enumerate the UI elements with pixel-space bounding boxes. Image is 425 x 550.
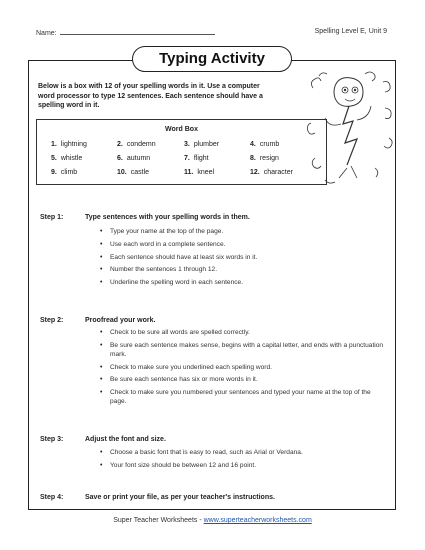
- bullet-item: • Each sentence should have at least six words in it.: [100, 253, 385, 262]
- step-1-bullets: [100, 227, 385, 291]
- word-number: 5.: [51, 155, 57, 162]
- intro-text: Below is a box with 12 of your spelling words in it. Use a computer word processor to type 12 sentences. Each sentence should have a spelling word in it.: [38, 83, 263, 110]
- step-1-label: Step 1:: [40, 214, 64, 221]
- word-item: [184, 141, 219, 148]
- step-2-bullets: [100, 328, 385, 410]
- word-text: resign: [259, 155, 279, 162]
- word-box-title: Word Box: [165, 126, 198, 133]
- word-item: [117, 169, 149, 176]
- word-text: condemn: [126, 141, 156, 148]
- word-text: flight: [193, 155, 209, 162]
- step-3-title: Adjust the font and size.: [85, 436, 166, 443]
- word-item: [184, 169, 214, 176]
- step-4-label: Step 4:: [40, 494, 64, 501]
- name-label: Name:: [36, 30, 57, 37]
- word-text: climb: [60, 169, 78, 176]
- page-title: Typing Activity: [132, 46, 292, 72]
- bullet-item: • Use each word in a complete sentence.: [100, 240, 385, 249]
- word-text: castle: [130, 169, 150, 176]
- word-number: 1.: [51, 141, 57, 148]
- word-number: 7.: [184, 155, 190, 162]
- word-number: 12.: [250, 169, 260, 176]
- bullet-item: • Check to make sure you numbered your sentences and typed your name at the top of the page.: [100, 388, 385, 406]
- bullet-item: • Type your name at the top of the page.: [100, 227, 385, 236]
- bullet-item: • Number the sentences 1 through 12.: [100, 265, 385, 274]
- word-text: lightning: [60, 141, 87, 148]
- word-number: 11.: [184, 169, 194, 176]
- word-text: plumber: [193, 141, 220, 148]
- name-field: [36, 28, 215, 37]
- word-number: 9.: [51, 169, 57, 176]
- step-4-title: Save or print your file, as per your teacher's instructions.: [85, 494, 275, 501]
- word-item: [51, 169, 77, 176]
- word-item: [117, 155, 150, 162]
- word-text: whistle: [60, 155, 83, 162]
- step-3-label: Step 3:: [40, 436, 64, 443]
- word-item: [250, 169, 293, 176]
- word-number: 4.: [250, 141, 256, 148]
- spelling-level: Spelling Level E, Unit 9: [314, 28, 387, 35]
- step-2-label: Step 2:: [40, 317, 64, 324]
- bullet-item: • Be sure each sentence makes sense, begins with a capital letter, and ends with a punctuation mark.: [100, 341, 385, 359]
- bullet-item: • Be sure each sentence has six or more words in it.: [100, 375, 385, 384]
- bullet-item: • Underline the spelling word in each sentence.: [100, 278, 385, 287]
- word-number: 10.: [117, 169, 127, 176]
- footer-text: Super Teacher Worksheets -: [113, 517, 204, 524]
- word-item: [51, 141, 87, 148]
- bullet-item: • Check to be sure all words are spelled correctly.: [100, 328, 385, 337]
- bullet-item: • Choose a basic font that is easy to read, such as Arial or Verdana.: [100, 448, 385, 457]
- word-number: 2.: [117, 141, 123, 148]
- word-number: 3.: [184, 141, 190, 148]
- step-1-title: Type sentences with your spelling words in them.: [85, 214, 250, 221]
- word-text: crumb: [259, 141, 280, 148]
- word-item: [117, 141, 156, 148]
- word-number: 6.: [117, 155, 123, 162]
- name-line[interactable]: [60, 28, 215, 35]
- step-2-title: Proofread your work.: [85, 317, 156, 324]
- word-item: [250, 155, 279, 162]
- bullet-item: • Your font size should be between 12 and 16 point.: [100, 461, 385, 470]
- footer: [0, 517, 425, 524]
- word-item: [184, 155, 209, 162]
- step-3-bullets: [100, 448, 385, 474]
- word-text: kneel: [197, 169, 215, 176]
- footer-link[interactable]: www.superteacherworksheets.com: [203, 517, 312, 524]
- word-text: character: [263, 169, 293, 176]
- word-box: [36, 119, 327, 185]
- word-item: [250, 141, 279, 148]
- word-text: autumn: [126, 155, 151, 162]
- bullet-item: • Check to make sure you underlined each spelling word.: [100, 363, 385, 372]
- word-number: 8.: [250, 155, 256, 162]
- word-item: [51, 155, 82, 162]
